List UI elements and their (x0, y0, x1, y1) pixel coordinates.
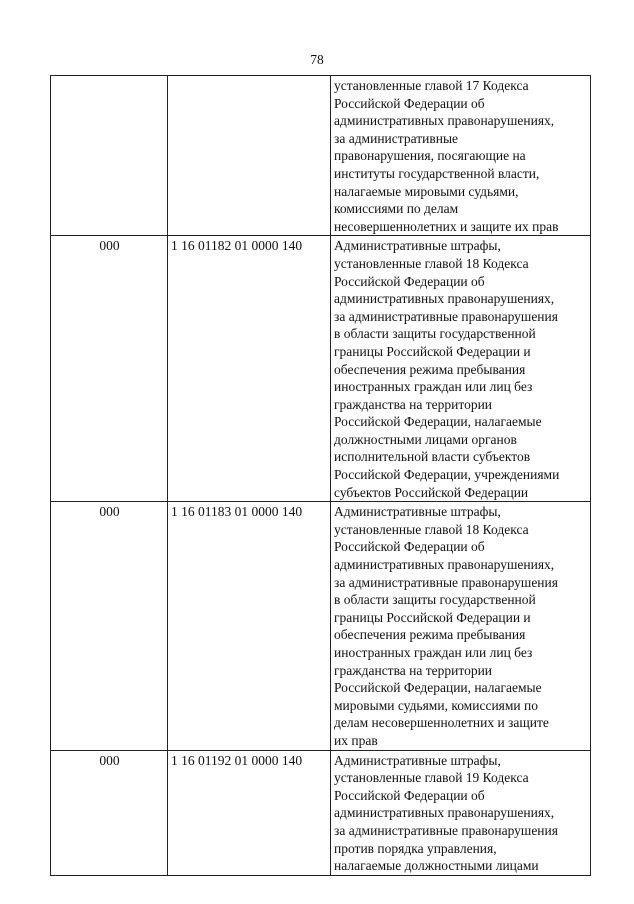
description-line: административных правонарушениях, (334, 291, 555, 307)
description-line: их прав (334, 732, 378, 748)
description-line: иностранных граждан или лиц без (334, 379, 533, 395)
table-row (51, 76, 591, 236)
description-line: несовершеннолетних и защите их прав (334, 218, 559, 234)
description-line: иностранных граждан или лиц без (334, 645, 533, 660)
description-line: Российской Федерации об (334, 539, 485, 555)
description-line: административных правонарушениях, (334, 557, 555, 573)
description-line: субъектов Российской Федерации (334, 484, 529, 500)
description-line: обеспечения режима пребывания (334, 627, 526, 643)
admin-code-cell (51, 76, 168, 236)
description-line: Административные штрафы, (334, 504, 501, 520)
description-line: Российской Федерации об (334, 95, 485, 111)
kbk-code-cell: 1 16 01192 01 0000 140 (168, 750, 331, 875)
description-line: исполнительной власти субъектов (334, 449, 531, 465)
admin-code-cell: 000 (51, 502, 168, 750)
description-line: границы Российской Федерации и (334, 343, 531, 359)
description-line: институты государственной власти, (334, 165, 540, 181)
description-line: гражданства на территории (334, 396, 493, 412)
description-line: установленные главой 17 Кодекса (334, 78, 529, 93)
description-line: правонарушения, посягающие на (334, 148, 526, 164)
description-line: комиссиями по делам (334, 201, 459, 217)
description-line: установленные главой 18 Кодекса (334, 255, 529, 271)
description-line: за административные правонарушения (334, 822, 558, 838)
page-number: 78 (310, 52, 324, 67)
table-row (51, 502, 591, 750)
description-line: установленные главой 19 Кодекса (334, 770, 529, 786)
description-line: Российской Федерации об (334, 787, 485, 803)
description-line: Российской Федерации, учреждениями (334, 467, 560, 483)
description-line: административных правонарушениях, (334, 805, 555, 821)
description-line: границы Российской Федерации и (334, 609, 531, 625)
description-line: налагаемые должностными лицами (334, 858, 539, 874)
kbk-code-cell: 1 16 01182 01 0000 140 (168, 236, 331, 502)
description-cell (331, 236, 591, 502)
budget-codes-table (50, 75, 591, 876)
admin-code-cell: 000 (51, 236, 168, 502)
description-line: в области защиты государственной (334, 592, 536, 608)
description-line: административных правонарушениях, (334, 113, 555, 129)
description-line: делам несовершеннолетних и защите (334, 715, 549, 731)
description-line: против порядка управления, (334, 840, 497, 856)
description-line: должностными лицами органов (334, 431, 517, 447)
description-line: в области защиты государственной (334, 326, 536, 342)
admin-code-cell: 000 (51, 750, 168, 875)
description-line: за административные (334, 130, 459, 146)
table-row (51, 236, 591, 502)
kbk-code-cell: 1 16 01183 01 0000 140 (168, 502, 331, 750)
description-line: обеспечения режима пребывания (334, 361, 526, 377)
kbk-code-cell (168, 76, 331, 236)
description-line: мировыми судьями, комиссиями по (334, 697, 538, 713)
description-line: Российской Федерации, налагаемые (334, 680, 542, 696)
description-line: Российской Федерации, налагаемые (334, 414, 542, 430)
description-line: Административные штрафы, (334, 238, 501, 254)
table-row (51, 750, 591, 875)
description-cell (331, 76, 591, 236)
description-line: Российской Федерации об (334, 273, 485, 289)
description-cell (331, 502, 591, 750)
description-line: за административные правонарушения (334, 308, 558, 324)
description-cell (331, 750, 591, 875)
description-line: установленные главой 18 Кодекса (334, 521, 529, 537)
description-line: за административные правонарушения (334, 574, 558, 590)
description-line: Административные штрафы, (334, 752, 501, 768)
description-line: гражданства на территории (334, 662, 493, 678)
description-line: налагаемые мировыми судьями, (334, 183, 519, 199)
